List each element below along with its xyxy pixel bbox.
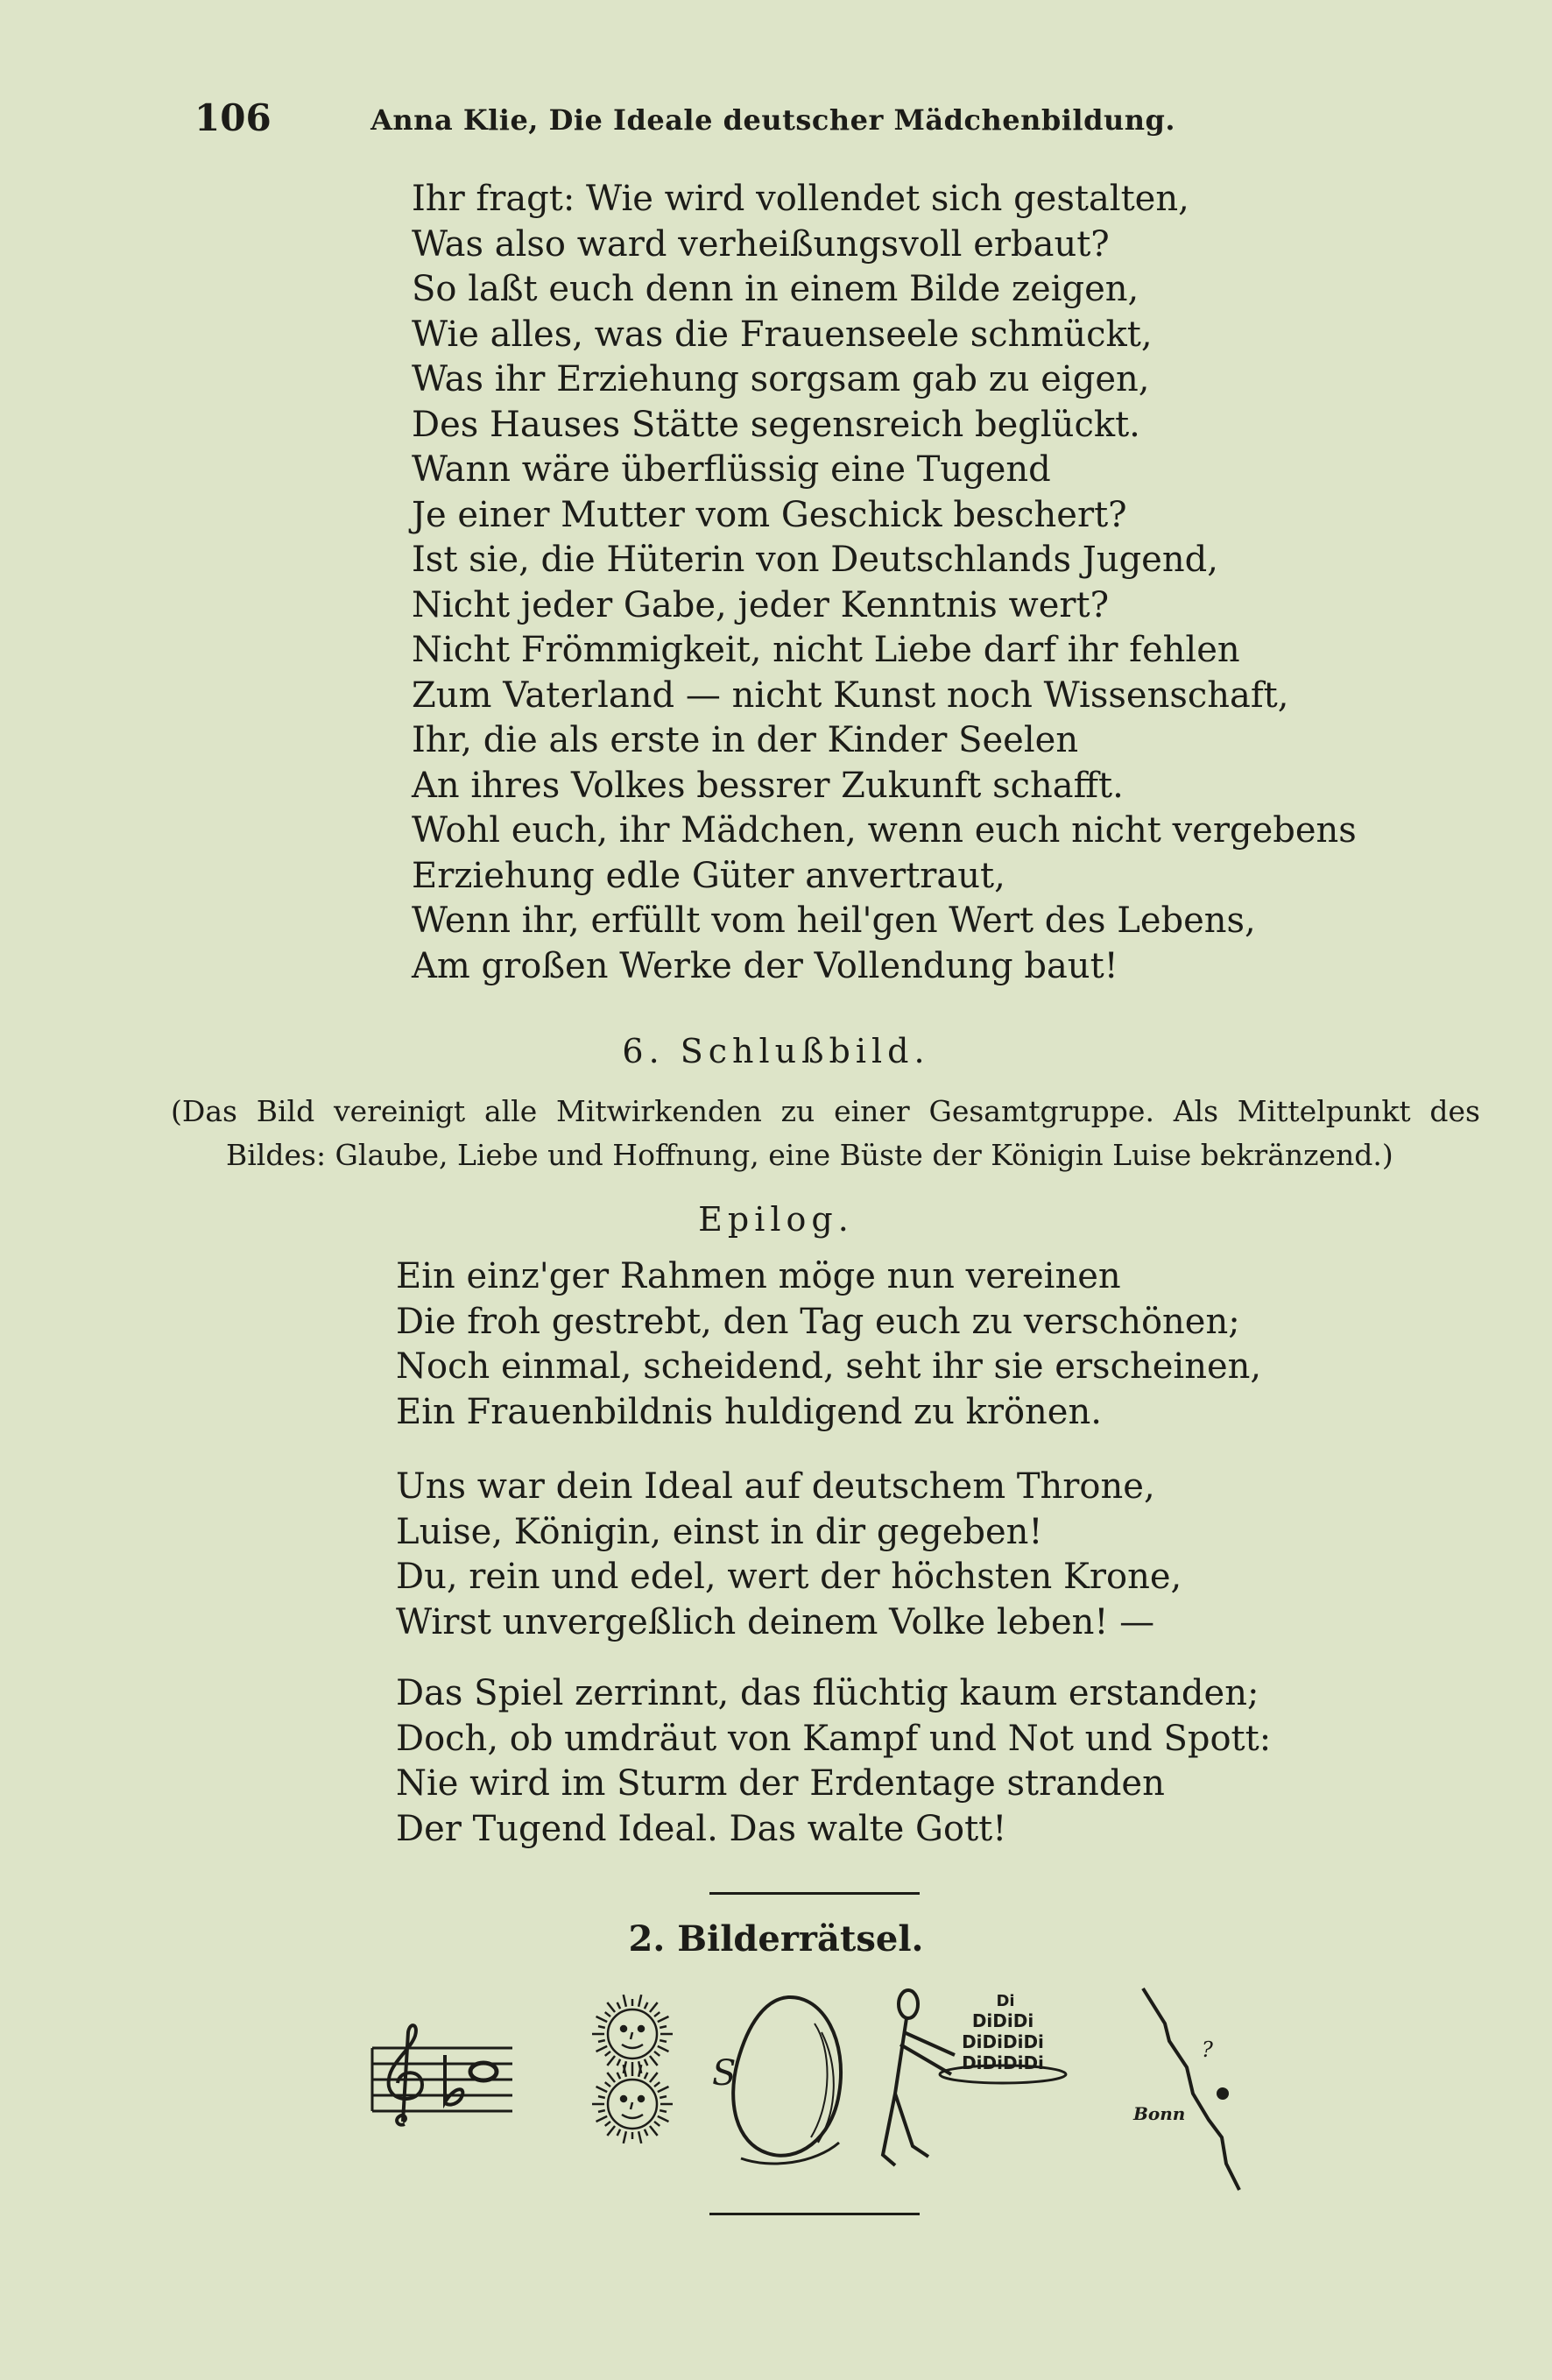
verse-line: Der Tugend Ideal. Das walte Gott!	[396, 1808, 1007, 1849]
verse-line: Ihr fragt: Wie wird vollendet sich gestalten,	[412, 179, 1189, 219]
di-row: DiDiDiDi	[962, 2031, 1044, 2052]
poem-part-1	[412, 177, 1357, 989]
sun-ray	[645, 2059, 647, 2066]
sun-ray	[596, 2016, 608, 2022]
sun-ray	[624, 2131, 626, 2143]
verse-line: Wohl euch, ihr Mädchen, wenn euch nicht vergebens	[412, 810, 1357, 851]
verse-line: Wirst unvergeßlich deinem Volke leben! —	[396, 1601, 1155, 1642]
verse-line: Uns war dein Ideal auf deutschem Throne,	[396, 1466, 1155, 1507]
verse-line: An ihres Volkes bessrer Zukunft schafft.	[412, 765, 1124, 806]
sun-ray	[650, 2002, 658, 2012]
verse-line: Zum Vaterland — nicht Kunst noch Wissenschaft,	[412, 674, 1289, 716]
sun-ray	[645, 2129, 647, 2136]
verse-line: Doch, ob umdräut von Kampf und Not und Spott:	[396, 1718, 1272, 1759]
sun-ray	[605, 2052, 610, 2056]
sun-ray	[645, 2073, 647, 2079]
sun-ray	[605, 2122, 610, 2126]
sun-ray	[658, 2046, 669, 2052]
question-mark: ?	[1202, 2037, 1213, 2062]
sun-ray	[645, 2002, 647, 2009]
sun-ray	[596, 2116, 608, 2122]
sun-ray	[598, 2040, 605, 2042]
verse-line: Ist sie, die Hüterin von Deutschlands Jugend,	[412, 540, 1218, 580]
epilog-stanza-1	[396, 1254, 1261, 1435]
verse-line: Ihr, die als erste in der Kinder Seelen	[412, 720, 1079, 760]
di-row: DiDiDiDi	[962, 2052, 1044, 2073]
sun-ray	[605, 2082, 610, 2087]
verse-line: Wie alles, was die Frauenseele schmückt,	[412, 314, 1153, 355]
verse-line: Wann wäre überflüssig eine Tugend	[412, 449, 1051, 490]
sun-ray	[596, 2046, 608, 2052]
page-number: 106	[194, 96, 272, 139]
verse-line: So laßt euch denn in einem Bilde zeigen,	[412, 269, 1139, 309]
sun-ray	[605, 2012, 610, 2016]
sun-ray	[624, 1995, 626, 2007]
stage-direction	[171, 1090, 1480, 1177]
puzzle-title: 2. Bilderrätsel.	[628, 1918, 924, 1960]
sun-ray	[598, 2026, 605, 2028]
sun-ray	[650, 2056, 658, 2066]
verse-line: Das Spiel zerrinnt, das flüchtig kaum erstanden;	[396, 1673, 1259, 1713]
verse-line: Nicht jeder Gabe, jeder Kenntnis wert?	[412, 584, 1110, 625]
stage-direction-line: (Das Bild vereinigt alle Mitwirkenden zu einer Gesamtgruppe. Als Mittelpunkt des	[171, 1094, 1480, 1128]
di-stack	[962, 1992, 1044, 2073]
verse-line: Die froh gestrebt, den Tag euch zu verschönen;	[396, 1301, 1240, 1342]
sun-ray	[658, 2016, 669, 2022]
running-title: Anna Klie, Die Ideale deutscher Mädchenbildung.	[370, 103, 1175, 137]
sun-ray	[598, 2096, 605, 2098]
sun-ray	[660, 2026, 667, 2028]
epilog-stanza-2	[396, 1465, 1182, 1645]
verse-line: Je einer Mutter vom Geschick beschert?	[412, 494, 1127, 535]
page-header	[194, 96, 1175, 149]
sun-ray	[660, 2110, 667, 2112]
sun-ray	[654, 2122, 660, 2126]
sun-icon	[592, 2065, 673, 2143]
verse-line: Ein einz'ger Rahmen möge nun vereinen	[396, 1256, 1121, 1296]
verse-line: Wenn ihr, erfüllt vom heil'gen Wert des Lebens,	[412, 900, 1256, 941]
epilog-heading: Epilog.	[698, 1200, 854, 1239]
sun-ray	[638, 1995, 641, 2007]
sun-ray	[654, 2012, 660, 2016]
verse-line: Was ihr Erziehung sorgsam gab zu eigen,	[412, 359, 1150, 399]
verse-line: Ein Frauenbildnis huldigend zu krönen.	[396, 1391, 1102, 1432]
sun-ray	[650, 2126, 658, 2136]
rebus-illustration	[359, 1971, 1279, 2207]
sun-ray	[660, 2040, 667, 2042]
sun-ray	[654, 2082, 660, 2087]
sun-ray	[617, 2129, 620, 2136]
city-label: Bonn	[1133, 2103, 1186, 2124]
separator-rule	[709, 2213, 920, 2215]
separator-rule	[709, 1892, 920, 1895]
sun-ray	[598, 2110, 605, 2112]
sun-ray	[596, 2087, 608, 2092]
sun-icon	[592, 1995, 673, 2073]
sun-ray	[658, 2087, 669, 2092]
section-6-heading: 6. Schlußbild.	[622, 1032, 930, 1070]
verse-line: Des Hauses Stätte segensreich beglückt.	[412, 404, 1140, 445]
epilog-stanza-3	[396, 1671, 1271, 1852]
verse-line: Erziehung edle Güter anvertraut,	[412, 855, 1005, 896]
verse-line: Noch einmal, scheidend, seht ihr sie erscheinen,	[396, 1346, 1262, 1387]
egg-icon	[733, 1997, 841, 2164]
sun-ray	[650, 2073, 658, 2082]
sun-ray	[617, 2073, 620, 2079]
sun-ray	[607, 2056, 615, 2066]
verse-line: Du, rein und edel, wert der höchsten Krone,	[396, 1557, 1182, 1597]
di-row: Di	[996, 1992, 1015, 2010]
sun-ray	[607, 2126, 615, 2136]
sun-ray	[638, 2131, 641, 2143]
verse-line: Luise, Königin, einst in dir gegeben!	[396, 1511, 1043, 1552]
picture-puzzle	[359, 1971, 1279, 2207]
sun-ray	[660, 2096, 667, 2098]
di-row: DiDiDi	[971, 2010, 1034, 2031]
river-map-icon	[1143, 1988, 1239, 2190]
sun-ray	[607, 2002, 615, 2012]
stage-direction-line: Bildes: Glaube, Liebe und Hoffnung, eine Büste der Königin Luise bekränzend.)	[226, 1138, 1393, 1172]
verse-line: Nie wird im Sturm der Erdentage stranden	[396, 1763, 1165, 1804]
verse-line: Am großen Werke der Vollendung baut!	[412, 945, 1118, 986]
sun-ray	[617, 2059, 620, 2066]
verse-line: Nicht Frömmigkeit, nicht Liebe darf ihr fehlen	[412, 630, 1240, 670]
sun-ray	[607, 2073, 615, 2082]
sun-ray	[658, 2116, 669, 2122]
sun-ray	[617, 2002, 620, 2009]
music-staff-icon	[372, 2025, 512, 2125]
letter-s: S	[712, 2053, 737, 2094]
verse-line: Was also ward verheißungsvoll erbaut?	[412, 223, 1110, 265]
sun-ray	[654, 2052, 660, 2056]
